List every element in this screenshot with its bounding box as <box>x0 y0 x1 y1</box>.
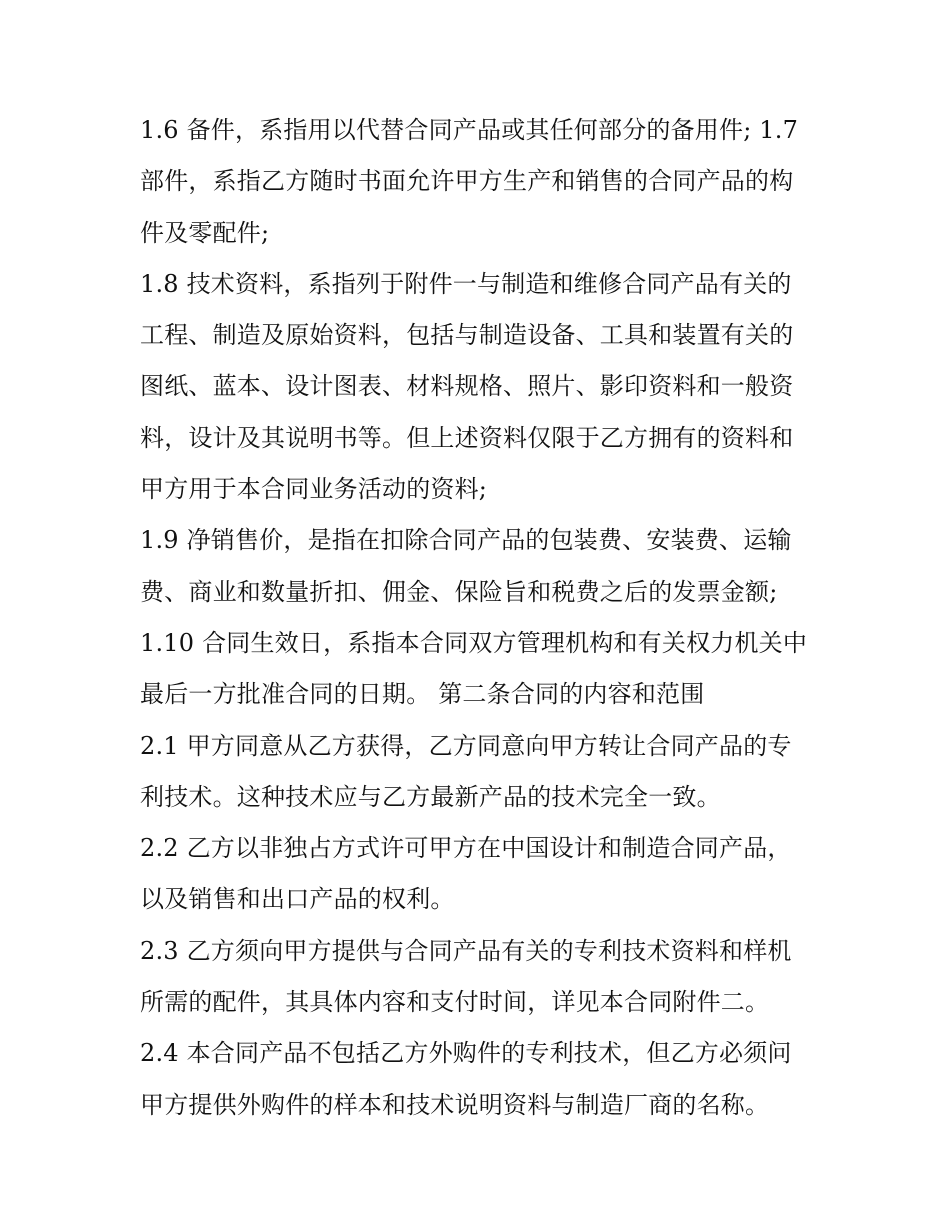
clause-2-4: 2.4 本合同产品不包括乙方外购件的专利技术，但乙方必须问甲方提供外购件的样本和技术说明资料与制造厂商的名称。 <box>140 1039 792 1119</box>
clause-1-6-1-7: 1.6 备件，系指用以代替合同产品或其任何部分的备用件; 1.7 部件，系指乙方随时书面允许甲方生产和销售的合同产品的构件及零配件; <box>140 116 799 247</box>
contract-text-body <box>140 105 812 1131</box>
clause-2-2: 2.2 乙方以非独占方式许可甲方在中国设计和制造合同产品，以及销售和出口产品的权利。 <box>140 834 792 914</box>
clause-1-10: 1.10 合同生效日，系指本合同双方管理机构和有关权力机关中最后一方批准合同的日期。 第二条合同的内容和范围 <box>140 628 808 709</box>
clause-1-9: 1.9 净销售价，是指在扣除合同产品的包装费、安装费、运输费、商业和数量折扣、佣金、保险旨和税费之后的发票金额; <box>140 526 792 606</box>
clause-2-3: 2.3 乙方须向甲方提供与合同产品有关的专利技术资料和样机所需的配件，其具体内容和支付时间，详见本合同附件二。 <box>140 936 792 1017</box>
clause-1-8: 1.8 技术资料，系指列于附件一与制造和维修合同产品有关的工程、制造及原始资料，包括与制造设备、工具和装置有关的图纸、蓝本、设计图表、材料规格、照片、影印资料和一般资料，设计及其说明书等。但上述资料仅限于乙方拥有的资料和甲方用于本合同业务活动的资料; <box>140 269 794 504</box>
clause-2-1: 2.1 甲方同意从乙方获得，乙方同意向甲方转让合同产品的专利技术。这种技术应与乙方最新产品的技术完全一致。 <box>140 731 792 811</box>
